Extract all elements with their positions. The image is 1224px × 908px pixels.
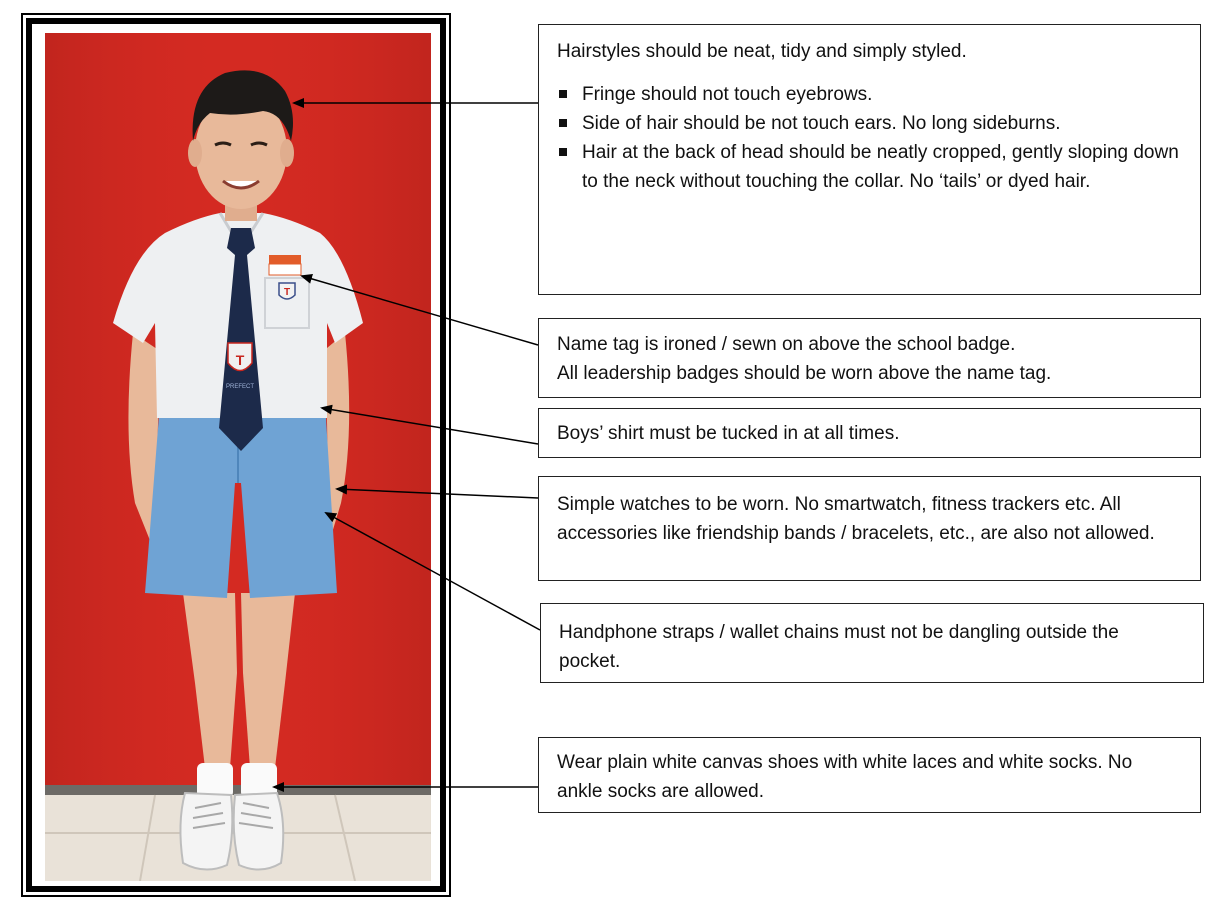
phone-box	[540, 603, 1204, 683]
watch-box	[538, 476, 1201, 581]
svg-text:T: T	[235, 352, 245, 368]
name-tag	[269, 255, 301, 264]
name-tag-box	[538, 318, 1201, 398]
uniform-photo	[45, 33, 431, 881]
hair-rules-list	[557, 80, 1182, 196]
hair-rules-title: Hairstyles should be neat, tidy and simply styled.	[557, 41, 967, 62]
left-sock	[197, 763, 233, 798]
shirt-box	[538, 408, 1201, 458]
list-item: Hair at the back of head should be neatly cropped, gently sloping down to the neck without touching the collar. No ‘tails’ or dyed hair.	[557, 138, 1182, 196]
name-tag-line-1: Name tag is ironed / sewn on above the school badge.	[557, 334, 1016, 355]
name-tag-line-2: All leadership badges should be worn above the name tag.	[557, 363, 1052, 384]
svg-text:T: T	[283, 287, 291, 298]
watch-text: Simple watches to be worn. No smartwatch, fitness trackers etc. All accessories like friendship bands / bracelets, etc., are also not allowed.	[557, 494, 1155, 544]
shoes-box	[538, 737, 1201, 813]
hair-rules-box	[538, 24, 1201, 295]
list-item: Fringe should not touch eyebrows.	[557, 80, 1182, 109]
list-item: Side of hair should be not touch ears. No long sideburns.	[557, 109, 1182, 138]
shoes-text: Wear plain white canvas shoes with white laces and white socks. No ankle socks are allowed.	[557, 752, 1133, 802]
right-shoe	[234, 793, 284, 870]
shirt-text: Boys’ shirt must be tucked in at all times.	[557, 423, 900, 444]
left-shoe	[180, 793, 232, 870]
phone-text: Handphone straps / wallet chains must not be dangling outside the pocket.	[559, 622, 1119, 672]
tie-label: PREFECT	[225, 384, 255, 390]
